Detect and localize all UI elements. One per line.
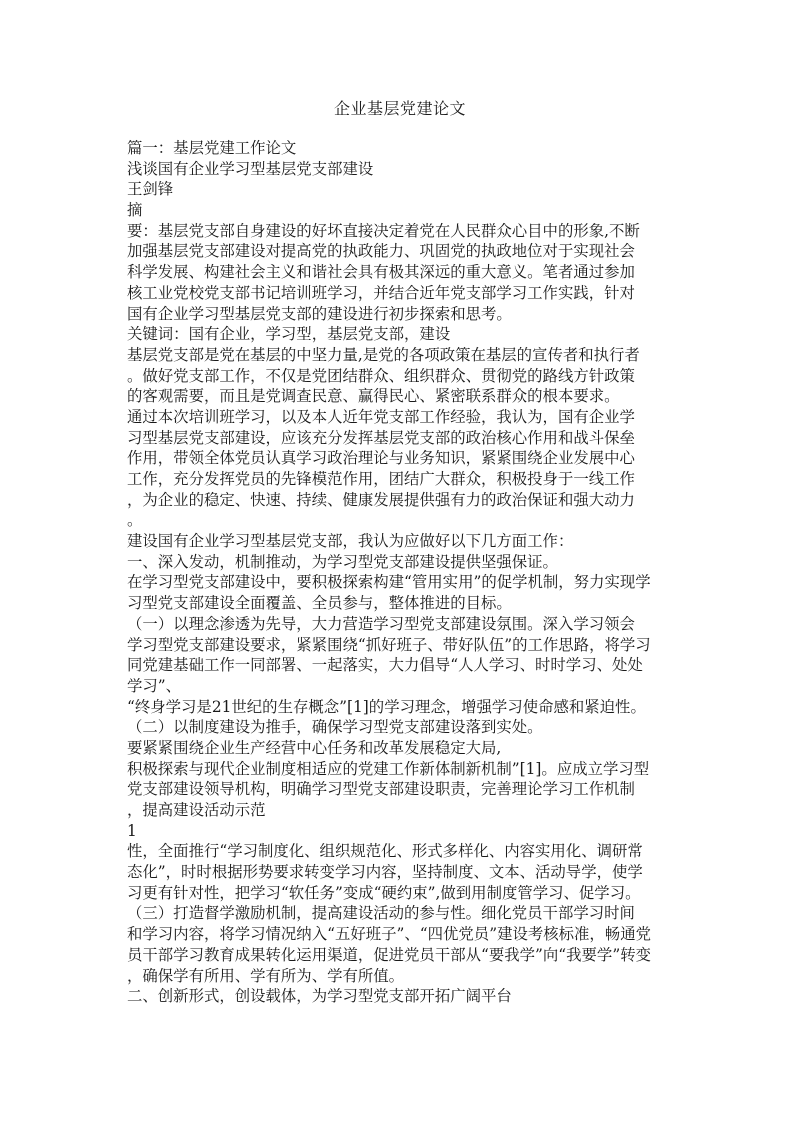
text-line: 和学习内容，将学习情况纳入“五好班子”、“四优党员”建设考核标准，畅通党	[127, 925, 651, 944]
text-line: 通过本次培训班学习，以及本人近年党支部工作经验，我认为，国有企业学	[127, 407, 635, 426]
document-title: 企业基层党建论文	[333, 99, 466, 118]
text-line: “终身学习是21世纪的生存概念”[1]的学习理念，增强学习使命感和紧迫性。	[127, 697, 646, 716]
text-line: 在学习型党支部建设中，要积极探索构建“管用实用”的促学机制，努力实现学	[127, 573, 651, 592]
text-line: 习型党支部建设全面覆盖、全员参与，整体推进的目标。	[127, 594, 512, 613]
text-line: 核工业党校党支部书记培训班学习，并结合近年党支部学习工作实践，针对	[127, 283, 635, 302]
text-line: 习型基层党支部建设，应该充分发挥基层党支部的政治核心作用和战斗保垒	[127, 428, 635, 447]
text-line: 篇一：基层党建工作论文	[127, 139, 297, 157]
text-line: 态化”，时时根据形势要求转变学习内容，坚持制度、文本、活动导学，使学	[127, 863, 643, 882]
text-line: 浅谈国有企业学习型基层党支部建设	[127, 159, 374, 178]
text-line: 学习型党支部建设要求，紧紧围绕“抓好班子、带好队伍”的工作思路，将学习	[127, 635, 651, 654]
text-line: 。做好党支部工作，不仅是党团结群众、组织群众、贯彻党的路线方针政策	[127, 366, 635, 385]
text-line: 的客观需要，而且是党调查民意、赢得民心、紧密联系群众的根本要求。	[127, 387, 620, 406]
text-line: 同党建基础工作一同部署、一起落实，大力倡导“人人学习、时时学习、处处	[127, 656, 643, 675]
text-line: 关键词：国有企业，学习型，基层党支部，建设	[127, 325, 451, 344]
text-line: 加强基层党支部建设对提高党的执政能力、巩固党的执政地位对于实现社会	[127, 242, 635, 261]
text-line: 科学发展、构建社会主义和谐社会具有极其深远的重大意义。笔者通过参加	[127, 263, 635, 282]
text-line: 党支部建设领导机构，明确学习型党支部建设职责，完善理论学习工作机制	[127, 780, 635, 799]
text-line: 二、创新形式，创设载体，为学习型党支部开拓广阔平台	[127, 987, 512, 1006]
document-body	[127, 138, 681, 1007]
text-line: 建设国有企业学习型基层党支部，我认为应做好以下几方面工作：	[127, 532, 574, 551]
text-line: 工作，充分发挥党员的先锋模范作用，团结广大群众，积极投身于一线工作	[127, 470, 635, 488]
text-line: 要：基层党支部自身建设的好坏直接决定着党在人民群众心目中的形象,不断	[127, 221, 640, 240]
text-line: 基层党支部是党在基层的中坚力量,是党的各项政策在基层的宣传者和执行者	[127, 345, 640, 364]
text-line: 积极探索与现代企业制度相适应的党建工作新体制新机制”[1]。应成立学习型	[127, 759, 650, 778]
text-line: （三）打造督学激励机制，提高建设活动的参与性。细化党员干部学习时间	[127, 904, 635, 923]
text-line: ，确保学有所用、学有所为、学有所值。	[127, 966, 405, 985]
text-line: 。	[127, 511, 143, 530]
text-line: ，为企业的稳定、快速、持续、健康发展提供强有力的政治保证和强大动力	[127, 490, 635, 509]
text-line: 要紧紧围绕企业生产经营中心任务和改革发展稳定大局,	[127, 738, 502, 757]
text-line: 作用，带领全体党员认真学习政治理论与业务知识，紧紧围绕企业发展中心	[127, 449, 635, 468]
text-line: ，提高建设活动示范	[127, 801, 266, 819]
text-line: 摘	[127, 201, 143, 220]
text-line: 学习”、	[127, 676, 182, 695]
text-line: 员干部学习教育成果转化运用渠道，促进党员干部从“要我学”向“我要学”转变	[127, 945, 651, 964]
text-line: 国有企业学习型基层党支部的建设进行初步探索和思考。	[127, 304, 512, 323]
text-line: 一、深入发动，机制推动，为学习型党支部建设提供坚强保证。	[127, 552, 558, 571]
text-line: （二）以制度建设为推手，确保学习型党支部建设落到实处。	[127, 718, 543, 737]
text-line: （一）以理念渗透为先导，大力营造学习型党支部建设氛围。深入学习领会	[127, 614, 635, 633]
text-line: 1	[127, 821, 137, 840]
text-line: 性，全面推行“学习制度化、组织规范化、形式多样化、内容实用化、调研常	[127, 842, 643, 861]
text-line: 习更有针对性，把学习“软任务”变成“硬约束”,做到用制度管学习、促学习。	[127, 883, 641, 902]
text-line: 王剑锋	[127, 180, 174, 199]
